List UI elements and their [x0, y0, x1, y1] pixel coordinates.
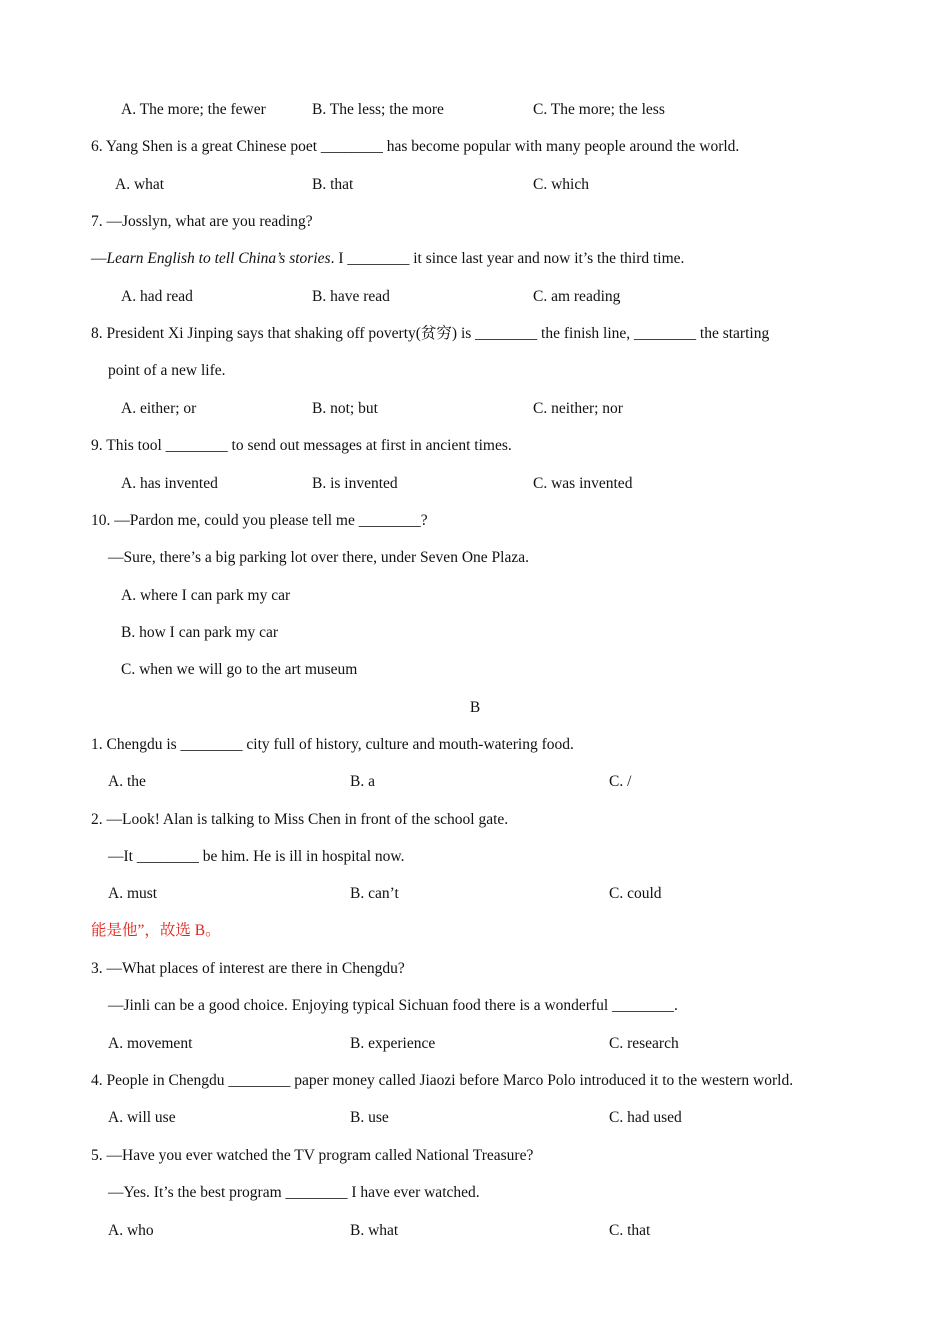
b-q1-option-a: A. the — [108, 773, 146, 790]
b-q4-option-a: A. will use — [108, 1109, 176, 1126]
q6-option-b: B. that — [312, 176, 354, 193]
b-q5-option-b: B. what — [350, 1222, 399, 1239]
b-q3-option-a: A. movement — [108, 1035, 193, 1052]
q8-option-c: C. neither; nor — [533, 400, 623, 417]
q8-option-b: B. not; but — [312, 400, 378, 417]
b-q2-answer-note: 能是他”，故选 B。 — [91, 922, 221, 939]
q6-stem: 6. Yang Shen is a great Chinese poet ________ has become popular with many people around the world. — [91, 138, 740, 155]
b-q1-option-b: B. a — [350, 773, 375, 790]
q10-stem: 10. —Pardon me, could you please tell me ________? — [91, 512, 428, 529]
b-q3-option-b: B. experience — [350, 1035, 436, 1052]
q6-option-a: A. what — [115, 176, 165, 193]
b-q2-stem: 2. —Look! Alan is talking to Miss Chen in front of the school gate. — [91, 811, 509, 828]
q9-option-a: A. has invented — [121, 475, 218, 492]
q5a-option-a: A. The more; the fewer — [121, 101, 266, 118]
b-q4-stem: 4. People in Chengdu ________ paper money called Jiaozi before Marco Polo introduced it to the western world. — [91, 1072, 794, 1089]
b-q5-option-c: C. that — [609, 1222, 651, 1239]
q8-stem: 8. President Xi Jinping says that shaking off poverty(贫穷) is ________ the finish line, ________ the starting — [91, 325, 770, 342]
q8-option-a: A. either; or — [121, 400, 197, 417]
q5a-option-c: C. The more; the less — [533, 101, 665, 118]
b-q5-option-a: A. who — [108, 1222, 154, 1239]
b-q2-option-a: A. must — [108, 885, 158, 902]
section-b-heading: B — [469, 699, 481, 716]
b-q4-option-c: C. had used — [609, 1109, 682, 1126]
b-q5-reply: —Yes. It’s the best program ________ I have ever watched. — [108, 1184, 480, 1201]
q10-option-c: C. when we will go to the art museum — [121, 661, 358, 678]
q10-option-a: A. where I can park my car — [121, 587, 291, 604]
b-q3-stem: 3. —What places of interest are there in Chengdu? — [91, 960, 405, 977]
q7-reply-dash: — — [91, 250, 107, 267]
q9-stem: 9. This tool ________ to send out messages at first in ancient times. — [91, 437, 512, 454]
q7-option-a: A. had read — [121, 288, 193, 305]
b-q2-option-b: B. can’t — [350, 885, 399, 902]
b-q3-option-c: C. research — [609, 1035, 679, 1052]
q10-reply: —Sure, there’s a big parking lot over there, under Seven One Plaza. — [108, 549, 529, 566]
q5a-option-b: B. The less; the more — [312, 101, 444, 118]
b-q5-stem: 5. —Have you ever watched the TV program called National Treasure? — [91, 1147, 534, 1164]
b-q2-option-c: C. could — [609, 885, 662, 902]
q7-option-b: B. have read — [312, 288, 390, 305]
q9-option-c: C. was invented — [533, 475, 633, 492]
q8-stem-continued: point of a new life. — [108, 362, 226, 379]
q10-option-b: B. how I can park my car — [121, 624, 279, 641]
b-q3-reply: —Jinli can be a good choice. Enjoying typical Sichuan food there is a wonderful ________. — [108, 997, 678, 1014]
q7-stem: 7. —Josslyn, what are you reading? — [91, 213, 313, 230]
b-q1-option-c: C. / — [609, 773, 632, 790]
q7-book-title: Learn English to tell China’s stories — [106, 250, 331, 267]
q9-option-b: B. is invented — [312, 475, 398, 492]
q7-reply — [91, 249, 684, 269]
b-q1-stem: 1. Chengdu is ________ city full of history, culture and mouth-watering food. — [91, 736, 574, 753]
b-q2-reply: —It ________ be him. He is ill in hospital now. — [108, 848, 405, 865]
b-q4-option-b: B. use — [350, 1109, 389, 1126]
q7-reply-rest: . I ________ it since last year and now it’s the third time. — [330, 250, 685, 267]
q6-option-c: C. which — [533, 176, 589, 193]
q7-option-c: C. am reading — [533, 288, 621, 305]
